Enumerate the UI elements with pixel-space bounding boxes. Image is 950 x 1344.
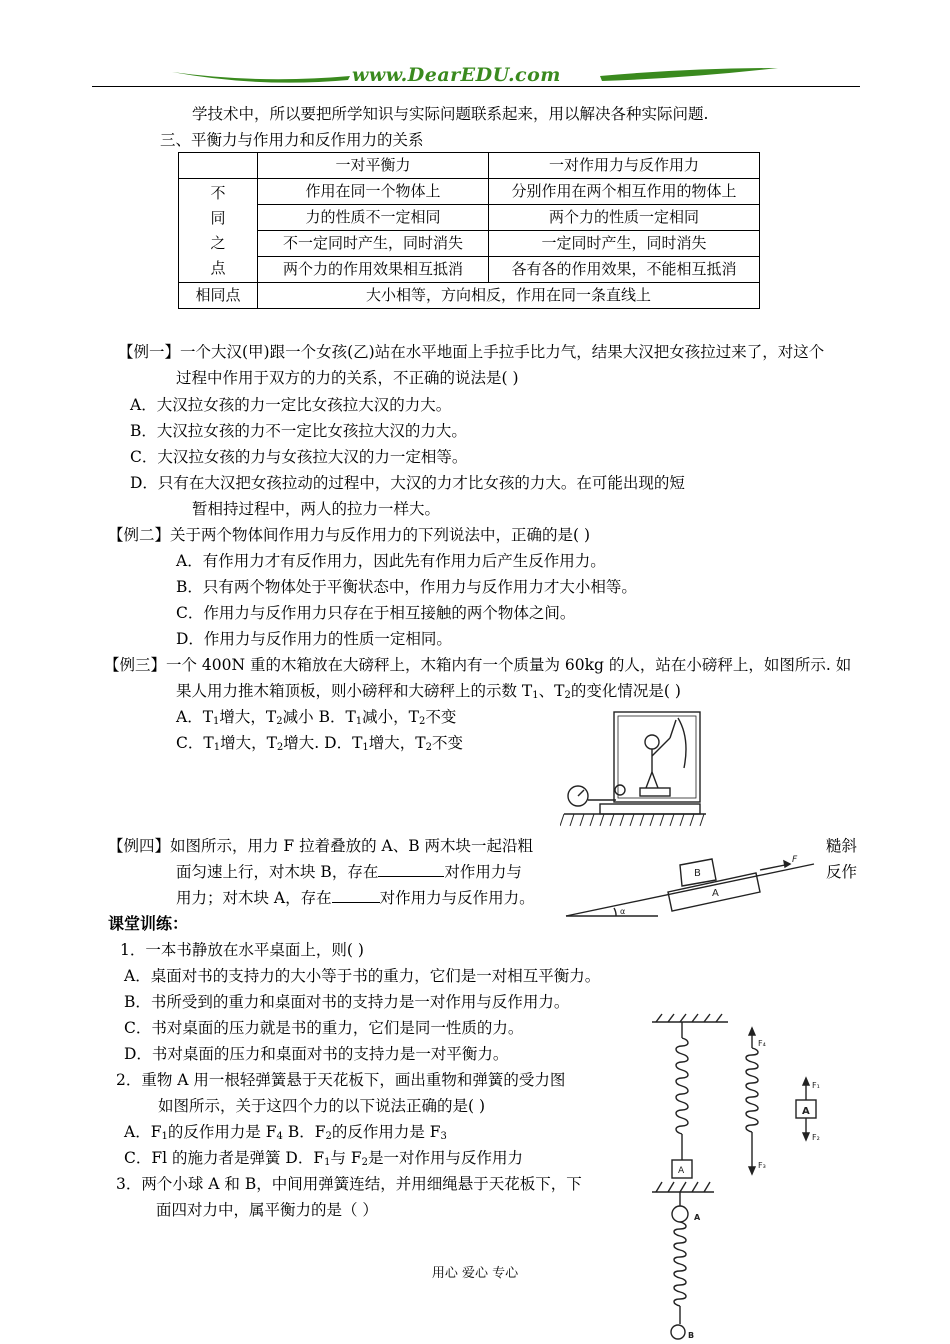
block-a-label: A [678, 1166, 685, 1176]
q3-stem-cont: 面四对力中，属平衡力的是（ ） [156, 1201, 378, 1219]
page-footer: 用心 爱心 专心 [431, 1266, 519, 1281]
answer-blank[interactable] [332, 888, 380, 903]
block-a-label: A [712, 888, 719, 899]
q1-option-d: D．书对桌面的压力和桌面对书的支持力是一对平衡力。 [124, 1045, 509, 1063]
ex2-option-d: D．作用力与反作用力的性质一定相同。 [176, 630, 452, 648]
table-cell: 不一定同时产生，同时消失 [258, 231, 489, 257]
hanging-spring-figure [648, 1012, 738, 1184]
block-b-label: B [694, 868, 701, 879]
diff-label-char: 不 [210, 183, 226, 202]
same-label-cell: 相同点 [179, 283, 258, 309]
table-cell: 各有各的作用效果，不能相互抵消 [489, 257, 760, 283]
ex1-stem-cont: 过程中作用于双方的力的关系，不正确的说法是( ) [176, 369, 519, 387]
force-f2-label: F₂ [812, 1133, 820, 1142]
table-header-row [179, 153, 760, 179]
ex1-option-a: A．大汉拉女孩的力一定比女孩拉大汉的力大。 [130, 396, 452, 414]
q1-stem: 1．一本书静放在水平桌面上，则( ) [120, 941, 364, 959]
comparison-table [178, 152, 760, 309]
q1-option-a: A．桌面对书的支持力的大小等于书的重力，它们是一对相互平衡力。 [124, 967, 601, 985]
diff-label-cell [179, 179, 258, 283]
table-row [179, 205, 760, 231]
ex3-stem-cont: 果人用力推木箱顶板，则小磅秤和大磅秤上的示数 $T_1$、$T_2$的变化情况是( ) [176, 682, 681, 701]
force-f3-label: F₃ [758, 1161, 766, 1170]
table-cell: 作用在同一个物体上 [258, 179, 489, 205]
same-text-cell: 大小相等，方向相反，作用在同一条直线上 [258, 283, 760, 309]
table-col-header: 一对作用力与反作用力 [489, 153, 760, 179]
spring-force-diagram [738, 1026, 774, 1176]
table-cell: 分别作用在两个相互作用的物体上 [489, 179, 760, 205]
q1-option-c: C．书对桌面的压力就是书的重力，它们是同一性质的力。 [124, 1019, 524, 1037]
ex3-options-cd: C．$T_1$增大，$T_2$增大. D．$T_1$增大，$T_2$不变 [176, 734, 464, 753]
ex2-option-a: A．有作用力才有反作用力，因此先有作用力后产生反作用力。 [176, 552, 606, 570]
ex1-option-d-cont: 暂相持过程中，两人的拉力一样大。 [192, 500, 441, 518]
site-logo-text[interactable]: www.DearEDU.com [352, 64, 561, 86]
intro-tail: 学技术中，所以要把所学知识与实际问题联系起来，用以解决各种实际问题. [192, 105, 709, 123]
scale-box-figure [560, 708, 710, 832]
ex3-options-ab: A．$T_1$增大，$T_2$减小 B．$T_1$减小，$T_2$不变 [176, 708, 457, 727]
ex4-stem-right: 糙斜 [826, 837, 858, 855]
force-f4-label: F₄ [758, 1039, 766, 1048]
q1-option-b: B．书所受到的重力和桌面对书的支持力是一对作用与反作用力。 [124, 993, 570, 1011]
block-a-label: A [802, 1106, 810, 1117]
diff-label-char: 同 [210, 208, 226, 227]
block-force-diagram [790, 1074, 830, 1146]
q2-stem-cont: 如图所示，关于这四个力的以下说法正确的是( ) [158, 1097, 486, 1115]
table-row [179, 283, 760, 309]
ex4-line2-right: 反作 [826, 863, 858, 881]
incline-figure [560, 828, 820, 920]
force-f-label: F [792, 855, 798, 865]
table-cell: 力的性质不一定相同 [258, 205, 489, 231]
header-rule [92, 86, 860, 87]
ex1-option-c: C．大汉拉女孩的力与女孩拉大汉的力一定相等。 [130, 448, 468, 466]
section-title: 三、平衡力与作用力和反作用力的关系 [160, 131, 424, 149]
q2-stem: 2．重物 A 用一根轻弹簧悬于天花板下，画出重物和弹簧的受力图 [116, 1071, 566, 1089]
ball-a-label: A [694, 1213, 701, 1222]
ex2-option-c: C．作用力与反作用力只存在于相互接触的两个物体之间。 [176, 604, 576, 622]
ex4-line2: 面匀速上行，对木块 B，存在 对作用力与 [176, 863, 522, 881]
ball-b-label: B [688, 1331, 695, 1340]
force-f1-label: F₁ [812, 1081, 820, 1090]
diff-label-char: 之 [210, 233, 226, 252]
ex2-option-b: B．只有两个物体处于平衡状态中，作用力与反作用力才大小相等。 [176, 578, 637, 596]
q2-options-ab: A．$F_1$的反作用力是 $F_4$ B．$F_2$的反作用力是 $F_3$ [124, 1123, 447, 1142]
ex1-stem: 【例一】一个大汉(甲)跟一个女孩(乙)站在水平地面上手拉手比力气，结果大汉把女孩拉过来了，对这个 [118, 343, 825, 361]
ex1-option-b: B．大汉拉女孩的力不一定比女孩拉大汉的力大。 [130, 422, 467, 440]
table-cell: 一定同时产生，同时消失 [489, 231, 760, 257]
table-cell: 两个力的作用效果相互抵消 [258, 257, 489, 283]
diff-label-char: 点 [210, 258, 226, 277]
table-row [179, 231, 760, 257]
ex4-stem: 【例四】如图所示，用力 F 拉着叠放的 A、B 两木块一起沿粗 [108, 837, 534, 855]
table-row [179, 257, 760, 283]
answer-blank[interactable] [378, 862, 444, 877]
ex3-stem: 【例三】一个 400N 重的木箱放在大磅秤上，木箱内有一个质量为 60kg 的人，站在小磅秤上，如图所示. 如 [104, 656, 852, 674]
ex1-option-d: D．只有在大汉把女孩拉动的过程中，大汉的力才比女孩的力大。在可能出现的短 [130, 474, 685, 492]
q2-options-cd: C．Fl 的施力者是弹簧 D．$F_1$与 $F_2$是一对作用与反作用力 [124, 1149, 524, 1168]
table-col-header: 一对平衡力 [258, 153, 489, 179]
practice-title: 课堂训练： [108, 914, 189, 933]
ex2-stem: 【例二】关于两个物体间作用力与反作用力的下列说法中，正确的是( ) [108, 526, 591, 544]
table-row [179, 179, 760, 205]
table-corner-cell [179, 153, 258, 179]
angle-label: α [620, 907, 626, 916]
ex4-line3: 用力；对木块 A，存在 对作用力与反作用力。 [176, 889, 535, 907]
q3-stem: 3．两个小球 A 和 B，中间用弹簧连结，并用细绳悬于天花板下，下 [116, 1175, 582, 1193]
table-cell: 两个力的性质一定相同 [489, 205, 760, 231]
